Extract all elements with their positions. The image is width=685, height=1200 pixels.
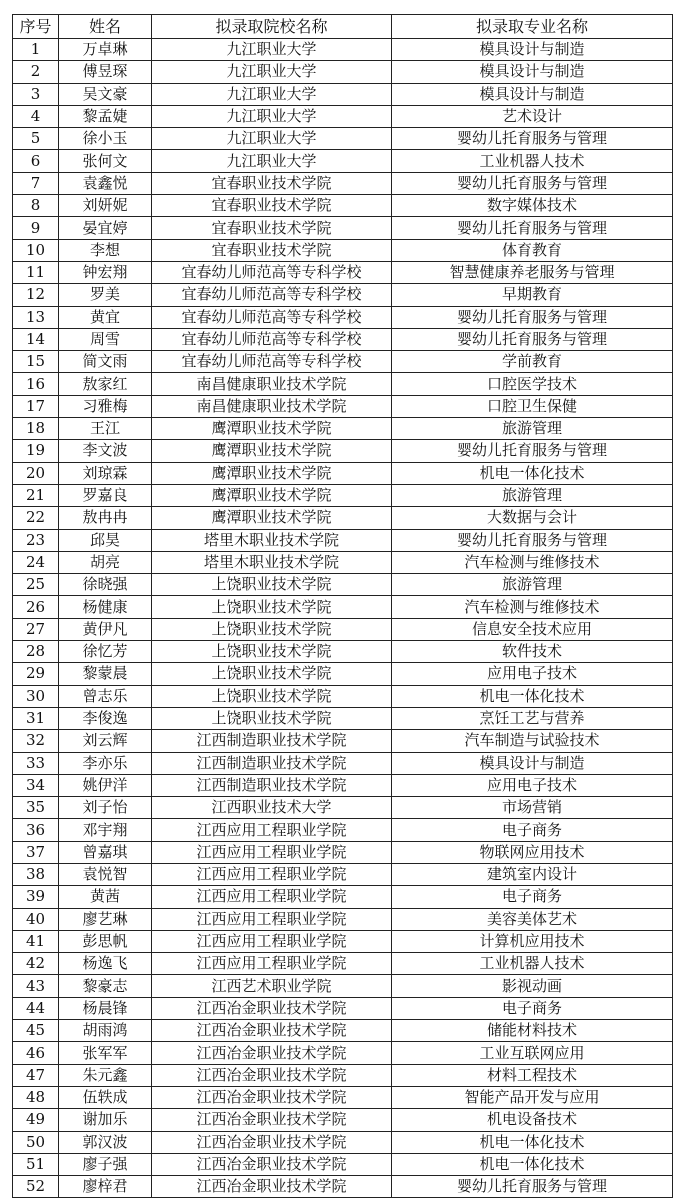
cell-no: 51 [13, 1153, 59, 1175]
table-row [13, 819, 673, 841]
cell-no: 35 [13, 797, 59, 819]
cell-school: 宜春职业技术学院 [152, 239, 392, 261]
cell-name: 姚伊洋 [59, 774, 152, 796]
cell-no: 37 [13, 841, 59, 863]
table-row [13, 328, 673, 350]
cell-no: 42 [13, 953, 59, 975]
table-row [13, 395, 673, 417]
table-row [13, 351, 673, 373]
cell-no: 23 [13, 529, 59, 551]
table-row [13, 1064, 673, 1086]
cell-major: 储能材料技术 [392, 1020, 673, 1042]
cell-major: 信息安全技术应用 [392, 618, 673, 640]
cell-name: 黄宜 [59, 306, 152, 328]
cell-no: 3 [13, 83, 59, 105]
table-row [13, 484, 673, 506]
cell-no: 7 [13, 172, 59, 194]
cell-school: 江西应用工程职业学院 [152, 841, 392, 863]
cell-school: 江西制造职业技术学院 [152, 774, 392, 796]
cell-no: 33 [13, 752, 59, 774]
cell-no: 44 [13, 997, 59, 1019]
cell-no: 52 [13, 1176, 59, 1198]
cell-school: 江西应用工程职业学院 [152, 908, 392, 930]
table-row [13, 752, 673, 774]
cell-major: 机电设备技术 [392, 1109, 673, 1131]
cell-major: 机电一体化技术 [392, 1153, 673, 1175]
table-row [13, 930, 673, 952]
table-row [13, 908, 673, 930]
table-row [13, 707, 673, 729]
cell-no: 27 [13, 618, 59, 640]
cell-school: 鹰潭职业技术学院 [152, 484, 392, 506]
cell-no: 9 [13, 217, 59, 239]
table-row [13, 841, 673, 863]
cell-no: 17 [13, 395, 59, 417]
cell-name: 胡亮 [59, 551, 152, 573]
table-row [13, 172, 673, 194]
cell-school: 江西冶金职业技术学院 [152, 1131, 392, 1153]
cell-school: 江西职业技术大学 [152, 797, 392, 819]
cell-major: 影视动画 [392, 975, 673, 997]
cell-major: 机电一体化技术 [392, 685, 673, 707]
cell-school: 鹰潭职业技术学院 [152, 418, 392, 440]
cell-school: 江西应用工程职业学院 [152, 930, 392, 952]
table-row [13, 128, 673, 150]
cell-name: 袁悦智 [59, 863, 152, 885]
cell-name: 李俊逸 [59, 707, 152, 729]
cell-no: 25 [13, 574, 59, 596]
table-row [13, 105, 673, 127]
cell-school: 江西冶金职业技术学院 [152, 1086, 392, 1108]
cell-school: 南昌健康职业技术学院 [152, 373, 392, 395]
cell-major: 物联网应用技术 [392, 841, 673, 863]
cell-school: 江西冶金职业技术学院 [152, 1042, 392, 1064]
cell-major: 婴幼儿托育服务与管理 [392, 306, 673, 328]
cell-name: 刘妍妮 [59, 195, 152, 217]
cell-name: 伍轶成 [59, 1086, 152, 1108]
cell-no: 4 [13, 105, 59, 127]
cell-major: 建筑室内设计 [392, 863, 673, 885]
cell-school: 上饶职业技术学院 [152, 685, 392, 707]
cell-no: 18 [13, 418, 59, 440]
table-row [13, 529, 673, 551]
cell-name: 廖艺琳 [59, 908, 152, 930]
cell-no: 30 [13, 685, 59, 707]
cell-school: 塔里木职业技术学院 [152, 529, 392, 551]
cell-name: 李文波 [59, 440, 152, 462]
cell-major: 应用电子技术 [392, 663, 673, 685]
cell-no: 10 [13, 239, 59, 261]
cell-name: 张何文 [59, 150, 152, 172]
cell-no: 6 [13, 150, 59, 172]
table-row [13, 284, 673, 306]
cell-school: 鹰潭职业技术学院 [152, 507, 392, 529]
cell-school: 上饶职业技术学院 [152, 596, 392, 618]
cell-name: 杨健康 [59, 596, 152, 618]
table-row [13, 462, 673, 484]
cell-major: 婴幼儿托育服务与管理 [392, 440, 673, 462]
cell-no: 46 [13, 1042, 59, 1064]
cell-name: 罗美 [59, 284, 152, 306]
cell-major: 体育教育 [392, 239, 673, 261]
table-row [13, 596, 673, 618]
table-row [13, 953, 673, 975]
table-row [13, 1131, 673, 1153]
table-row [13, 863, 673, 885]
cell-no: 8 [13, 195, 59, 217]
cell-school: 江西冶金职业技术学院 [152, 1153, 392, 1175]
cell-school: 江西应用工程职业学院 [152, 953, 392, 975]
cell-no: 45 [13, 1020, 59, 1042]
cell-name: 黄伊凡 [59, 618, 152, 640]
cell-name: 朱元鑫 [59, 1064, 152, 1086]
header-no: 序号 [13, 15, 59, 39]
cell-school: 九江职业大学 [152, 61, 392, 83]
cell-no: 32 [13, 730, 59, 752]
cell-major: 模具设计与制造 [392, 61, 673, 83]
cell-major: 工业互联网应用 [392, 1042, 673, 1064]
table-row [13, 975, 673, 997]
cell-name: 杨逸飞 [59, 953, 152, 975]
cell-major: 大数据与会计 [392, 507, 673, 529]
cell-major: 数字媒体技术 [392, 195, 673, 217]
cell-major: 口腔医学技术 [392, 373, 673, 395]
table-row [13, 261, 673, 283]
cell-major: 汽车检测与维修技术 [392, 551, 673, 573]
table-row [13, 373, 673, 395]
admission-list-table [12, 14, 673, 1198]
cell-name: 徐忆芳 [59, 641, 152, 663]
cell-school: 宜春幼儿师范高等专科学校 [152, 306, 392, 328]
cell-no: 16 [13, 373, 59, 395]
cell-major: 汽车检测与维修技术 [392, 596, 673, 618]
table-row [13, 574, 673, 596]
cell-school: 宜春幼儿师范高等专科学校 [152, 328, 392, 350]
cell-name: 吴文豪 [59, 83, 152, 105]
cell-major: 旅游管理 [392, 418, 673, 440]
cell-major: 工业机器人技术 [392, 953, 673, 975]
cell-school: 上饶职业技术学院 [152, 641, 392, 663]
table-row [13, 1176, 673, 1198]
table-row [13, 1153, 673, 1175]
cell-school: 江西制造职业技术学院 [152, 752, 392, 774]
table-row [13, 507, 673, 529]
cell-no: 26 [13, 596, 59, 618]
table-row [13, 774, 673, 796]
table-row [13, 150, 673, 172]
cell-no: 13 [13, 306, 59, 328]
header-school: 拟录取院校名称 [152, 15, 392, 39]
cell-major: 软件技术 [392, 641, 673, 663]
table-row [13, 1109, 673, 1131]
cell-major: 旅游管理 [392, 484, 673, 506]
table-row [13, 797, 673, 819]
table-row [13, 39, 673, 61]
cell-major: 智能产品开发与应用 [392, 1086, 673, 1108]
cell-school: 塔里木职业技术学院 [152, 551, 392, 573]
cell-name: 黄茜 [59, 886, 152, 908]
cell-school: 九江职业大学 [152, 105, 392, 127]
table-row [13, 551, 673, 573]
cell-no: 36 [13, 819, 59, 841]
cell-name: 李亦乐 [59, 752, 152, 774]
cell-no: 14 [13, 328, 59, 350]
cell-school: 江西冶金职业技术学院 [152, 997, 392, 1019]
cell-name: 杨晨锋 [59, 997, 152, 1019]
cell-name: 廖子强 [59, 1153, 152, 1175]
cell-name: 廖梓君 [59, 1176, 152, 1198]
cell-school: 鹰潭职业技术学院 [152, 462, 392, 484]
cell-name: 邱昊 [59, 529, 152, 551]
cell-major: 智慧健康养老服务与管理 [392, 261, 673, 283]
cell-major: 电子商务 [392, 886, 673, 908]
cell-name: 彭思帆 [59, 930, 152, 952]
table-row [13, 1042, 673, 1064]
cell-no: 20 [13, 462, 59, 484]
cell-school: 九江职业大学 [152, 83, 392, 105]
cell-name: 王江 [59, 418, 152, 440]
cell-major: 电子商务 [392, 997, 673, 1019]
cell-major: 模具设计与制造 [392, 83, 673, 105]
cell-no: 12 [13, 284, 59, 306]
cell-school: 宜春幼儿师范高等专科学校 [152, 284, 392, 306]
table-row [13, 61, 673, 83]
table-row [13, 618, 673, 640]
table-row [13, 997, 673, 1019]
cell-name: 刘琼霖 [59, 462, 152, 484]
cell-major: 模具设计与制造 [392, 752, 673, 774]
cell-name: 曾嘉琪 [59, 841, 152, 863]
cell-no: 34 [13, 774, 59, 796]
table-row [13, 1086, 673, 1108]
cell-school: 宜春幼儿师范高等专科学校 [152, 351, 392, 373]
cell-school: 江西艺术职业学院 [152, 975, 392, 997]
cell-school: 鹰潭职业技术学院 [152, 440, 392, 462]
cell-major: 旅游管理 [392, 574, 673, 596]
cell-major: 美容美体艺术 [392, 908, 673, 930]
cell-major: 早期教育 [392, 284, 673, 306]
table-row [13, 1020, 673, 1042]
cell-name: 简文雨 [59, 351, 152, 373]
cell-major: 婴幼儿托育服务与管理 [392, 128, 673, 150]
cell-no: 47 [13, 1064, 59, 1086]
cell-major: 机电一体化技术 [392, 462, 673, 484]
cell-name: 徐小玉 [59, 128, 152, 150]
cell-school: 上饶职业技术学院 [152, 663, 392, 685]
table-row [13, 418, 673, 440]
cell-major: 学前教育 [392, 351, 673, 373]
table-row [13, 641, 673, 663]
cell-school: 江西冶金职业技术学院 [152, 1020, 392, 1042]
cell-major: 艺术设计 [392, 105, 673, 127]
cell-no: 29 [13, 663, 59, 685]
cell-name: 习雅梅 [59, 395, 152, 417]
cell-name: 李想 [59, 239, 152, 261]
table-row [13, 306, 673, 328]
table-row [13, 217, 673, 239]
cell-no: 38 [13, 863, 59, 885]
cell-school: 江西冶金职业技术学院 [152, 1109, 392, 1131]
cell-major: 汽车制造与试验技术 [392, 730, 673, 752]
cell-major: 婴幼儿托育服务与管理 [392, 328, 673, 350]
cell-name: 刘云辉 [59, 730, 152, 752]
cell-no: 41 [13, 930, 59, 952]
cell-school: 南昌健康职业技术学院 [152, 395, 392, 417]
header-major: 拟录取专业名称 [392, 15, 673, 39]
table-row [13, 239, 673, 261]
cell-name: 敖冉冉 [59, 507, 152, 529]
cell-major: 婴幼儿托育服务与管理 [392, 217, 673, 239]
cell-school: 宜春职业技术学院 [152, 172, 392, 194]
cell-name: 周雪 [59, 328, 152, 350]
cell-no: 15 [13, 351, 59, 373]
cell-no: 39 [13, 886, 59, 908]
table-row [13, 440, 673, 462]
cell-name: 黎孟婕 [59, 105, 152, 127]
cell-no: 11 [13, 261, 59, 283]
cell-school: 江西应用工程职业学院 [152, 863, 392, 885]
cell-major: 婴幼儿托育服务与管理 [392, 172, 673, 194]
cell-school: 宜春职业技术学院 [152, 195, 392, 217]
cell-no: 43 [13, 975, 59, 997]
cell-no: 1 [13, 39, 59, 61]
cell-name: 黎蒙晨 [59, 663, 152, 685]
cell-name: 黎豪志 [59, 975, 152, 997]
cell-major: 材料工程技术 [392, 1064, 673, 1086]
cell-name: 傅昱琛 [59, 61, 152, 83]
cell-school: 宜春职业技术学院 [152, 217, 392, 239]
cell-name: 万卓琳 [59, 39, 152, 61]
cell-no: 2 [13, 61, 59, 83]
cell-major: 应用电子技术 [392, 774, 673, 796]
cell-no: 31 [13, 707, 59, 729]
cell-name: 张军军 [59, 1042, 152, 1064]
cell-no: 24 [13, 551, 59, 573]
cell-major: 市场营销 [392, 797, 673, 819]
cell-major: 机电一体化技术 [392, 1131, 673, 1153]
cell-name: 晏宜婷 [59, 217, 152, 239]
cell-no: 49 [13, 1109, 59, 1131]
table-row [13, 195, 673, 217]
cell-name: 刘子怡 [59, 797, 152, 819]
cell-no: 22 [13, 507, 59, 529]
cell-no: 28 [13, 641, 59, 663]
cell-no: 40 [13, 908, 59, 930]
cell-major: 烹饪工艺与营养 [392, 707, 673, 729]
cell-school: 江西制造职业技术学院 [152, 730, 392, 752]
table-row [13, 663, 673, 685]
cell-no: 21 [13, 484, 59, 506]
cell-name: 袁鑫悦 [59, 172, 152, 194]
cell-school: 上饶职业技术学院 [152, 618, 392, 640]
cell-major: 婴幼儿托育服务与管理 [392, 529, 673, 551]
cell-no: 50 [13, 1131, 59, 1153]
table-row [13, 730, 673, 752]
header-name: 姓名 [59, 15, 152, 39]
cell-no: 19 [13, 440, 59, 462]
cell-name: 郭汉波 [59, 1131, 152, 1153]
cell-major: 口腔卫生保健 [392, 395, 673, 417]
cell-name: 钟宏翔 [59, 261, 152, 283]
cell-name: 胡雨鸿 [59, 1020, 152, 1042]
table-row [13, 886, 673, 908]
cell-major: 计算机应用技术 [392, 930, 673, 952]
header-row [13, 15, 673, 39]
cell-major: 工业机器人技术 [392, 150, 673, 172]
cell-name: 曾志乐 [59, 685, 152, 707]
cell-school: 宜春幼儿师范高等专科学校 [152, 261, 392, 283]
cell-school: 江西应用工程职业学院 [152, 819, 392, 841]
cell-school: 江西应用工程职业学院 [152, 886, 392, 908]
cell-school: 江西冶金职业技术学院 [152, 1176, 392, 1198]
cell-major: 电子商务 [392, 819, 673, 841]
table-row [13, 83, 673, 105]
cell-major: 模具设计与制造 [392, 39, 673, 61]
cell-name: 敖家红 [59, 373, 152, 395]
cell-major: 婴幼儿托育服务与管理 [392, 1176, 673, 1198]
table-body [13, 39, 673, 1198]
cell-no: 5 [13, 128, 59, 150]
cell-school: 九江职业大学 [152, 150, 392, 172]
cell-school: 九江职业大学 [152, 128, 392, 150]
cell-name: 罗嘉良 [59, 484, 152, 506]
cell-school: 上饶职业技术学院 [152, 574, 392, 596]
cell-name: 徐晓强 [59, 574, 152, 596]
cell-school: 九江职业大学 [152, 39, 392, 61]
cell-no: 48 [13, 1086, 59, 1108]
cell-name: 邓宇翔 [59, 819, 152, 841]
cell-school: 江西冶金职业技术学院 [152, 1064, 392, 1086]
cell-school: 上饶职业技术学院 [152, 707, 392, 729]
cell-name: 谢加乐 [59, 1109, 152, 1131]
table-row [13, 685, 673, 707]
